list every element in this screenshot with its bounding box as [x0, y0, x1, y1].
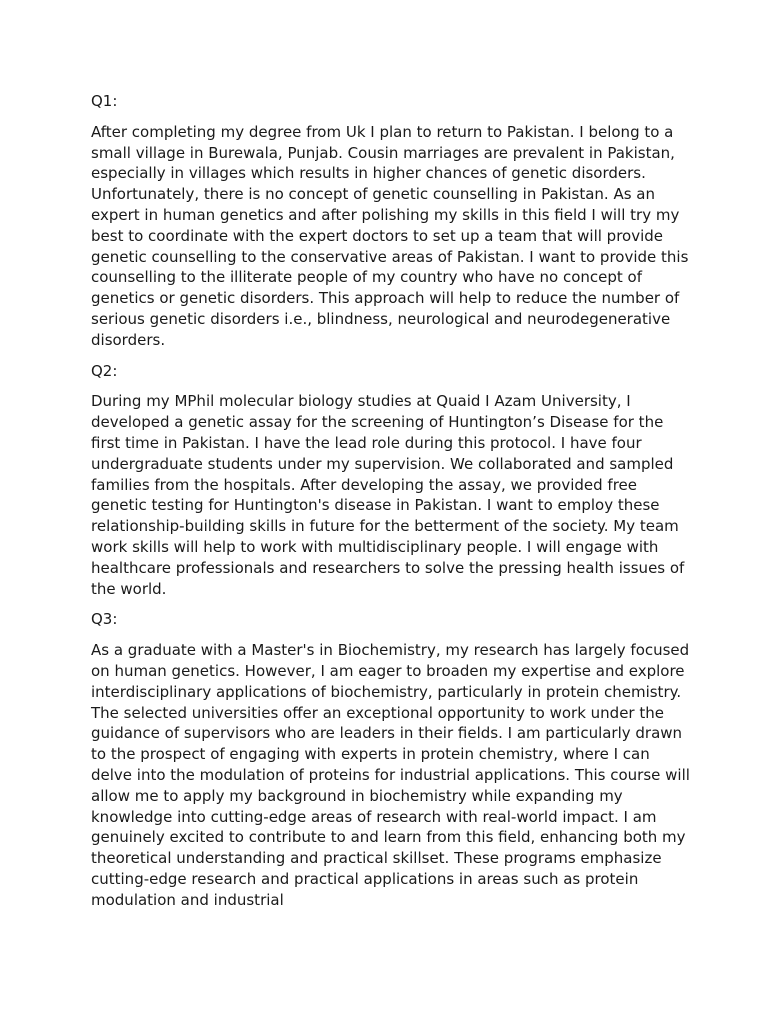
question-label-q3: Q3: — [91, 610, 118, 629]
answer-paragraph-q1: After completing my degree from Uk I plan to return to Pakistan. I belong to a small village in Burewala, Punjab. Cousin marriages are prevalent in Pakistan, especially in villages which results in higher chances of genetic disorders. Unfortunately, there is no concept of genetic counselling in Pakistan. As an expert in human genetics and after polishing my skills in this field I will try my best to coordinate with the expert doctors to set up a team that will provide genetic counselling to the conservative areas of Pakistan. I want to provide this counselling to the illiterate people of my country who have no concept of genetics or genetic disorders. This approach will help to reduce the number of serious genetic disorders i.e., blindness, neurological and neurodegenerative disorders. — [91, 122, 689, 349]
question-label-q2: Q2: — [91, 361, 118, 380]
answer-paragraph-q3: As a graduate with a Master's in Biochemistry, my research has largely focused on human genetics. However, I am eager to broaden my expertise and explore interdisciplinary applications of biochemistry, particularly in protein chemistry. The selected universities offer an exceptional opportunity to work under the guidance of supervisors who are leaders in their fields. I am particularly drawn to the prospect of engaging with experts in protein chemistry, where I can delve into the modulation of proteins for industrial applications. This course will allow me to apply my background in biochemistry while expanding my knowledge into cutting-edge areas of research with real-world impact. I am genuinely excited to contribute to and learn from this field, enhancing both my theoretical understanding and practical skillset. These programs emphasize cutting-edge research and practical applications in areas such as protein modulation and industrial — [91, 641, 690, 909]
question-label-q1: Q1: — [91, 92, 118, 110]
answer-paragraph-q2: During my MPhil molecular biology studies at Quaid I Azam University, I developed a genetic assay for the screening of Huntington’s Disease for the first time in Pakistan. I have the lead role during this protocol. I have four undergraduate students under my supervision. We collaborated and sampled families from the hospitals. After developing the assay, we provided free genetic testing for Huntington's disease in Pakistan. I want to employ these relationship-building skills in future for the betterment of the society. My team work skills will help to work with multidisciplinary people. I will engage with healthcare professionals and researchers to solve the pressing health issues of the world. — [91, 392, 685, 598]
document-page — [91, 91, 691, 920]
